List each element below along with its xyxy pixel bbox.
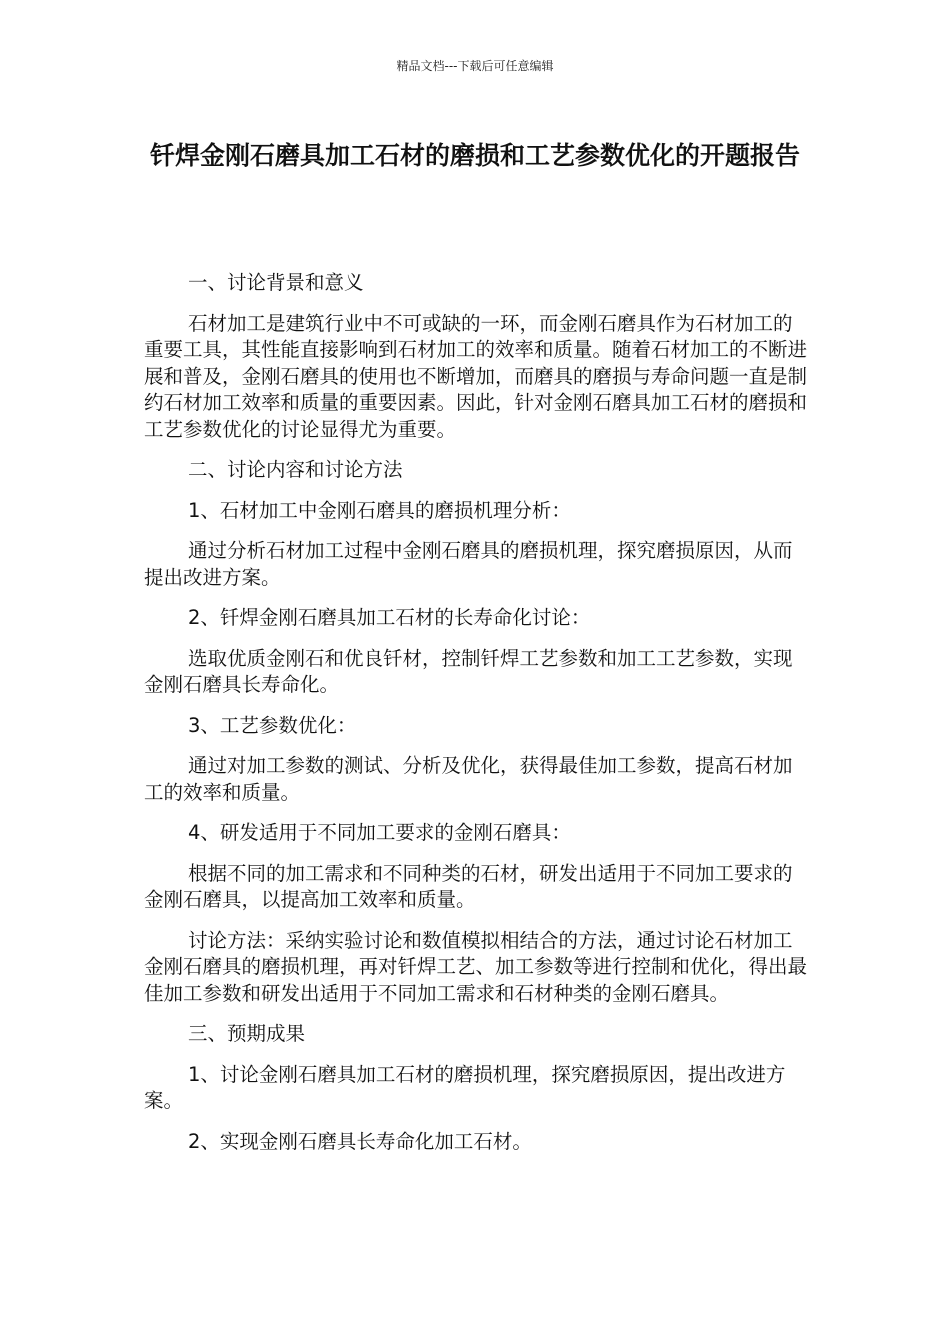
section-heading-content-methods: 二、讨论内容和讨论方法	[188, 458, 403, 481]
paragraph-parameter-optimization: 通过对加工参数的测试、分析及优化，获得最佳加工参数，提高石材加工的效率和质量。	[144, 754, 793, 804]
section-heading-background: 一、讨论背景和意义	[188, 271, 364, 294]
list-item-wear-mechanism: 1、石材加工中金刚石磨具的磨损机理分析：	[188, 498, 571, 522]
list-item-parameter-optimization: 3、工艺参数优化：	[188, 713, 357, 737]
section-heading-expected-results: 三、预期成果	[188, 1022, 306, 1045]
page-header: 精品文档---下载后可任意编辑	[396, 59, 554, 73]
paragraph-long-life: 选取优质金刚石和优良钎材，控制钎焊工艺参数和加工工艺参数，实现金刚石磨具长寿命化。	[144, 646, 793, 696]
paragraph-methods: 讨论方法：采纳实验讨论和数值模拟相结合的方法，通过讨论石材加工金刚石磨具的磨损机理，再对钎焊工艺、加工参数等进行控制和优化，得出最佳加工参数和研发出适用于不同加工需求和石材种类的金刚石磨具。	[144, 928, 808, 1005]
paragraph-wear-mechanism: 通过分析石材加工过程中金刚石磨具的磨损机理，探究磨损原因，从而提出改进方案。	[144, 539, 793, 589]
paragraph-tool-development: 根据不同的加工需求和不同种类的石材，研发出适用于不同加工要求的金刚石磨具，以提高加工效率和质量。	[144, 861, 793, 911]
paragraph-background: 石材加工是建筑行业中不可或缺的一环，而金刚石磨具作为石材加工的重要工具，其性能直接影响到石材加工的效率和质量。随着石材加工的不断进展和普及，金刚石磨具的使用也不断增加，而磨具的磨损与寿命问题一直是制约石材加工效率和质量的重要因素。因此，针对金刚石磨具加工石材的磨损和工艺参数优化的讨论显得尤为重要。	[144, 311, 808, 441]
list-item-long-life: 2、钎焊金刚石磨具加工石材的长寿命化讨论：	[188, 606, 591, 629]
document-title: 钎焊金刚石磨具加工石材的磨损和工艺参数优化的开题报告	[149, 141, 800, 170]
list-item-tool-development: 4、研发适用于不同加工要求的金刚石磨具：	[188, 821, 571, 844]
document-body	[144, 270, 808, 1169]
list-item-result-2: 2、实现金刚石磨具长寿命化加工石材。	[188, 1129, 532, 1153]
list-item-result-1: 1、讨论金刚石磨具加工石材的磨损机理，探究磨损原因，提出改进方案。	[144, 1062, 786, 1112]
